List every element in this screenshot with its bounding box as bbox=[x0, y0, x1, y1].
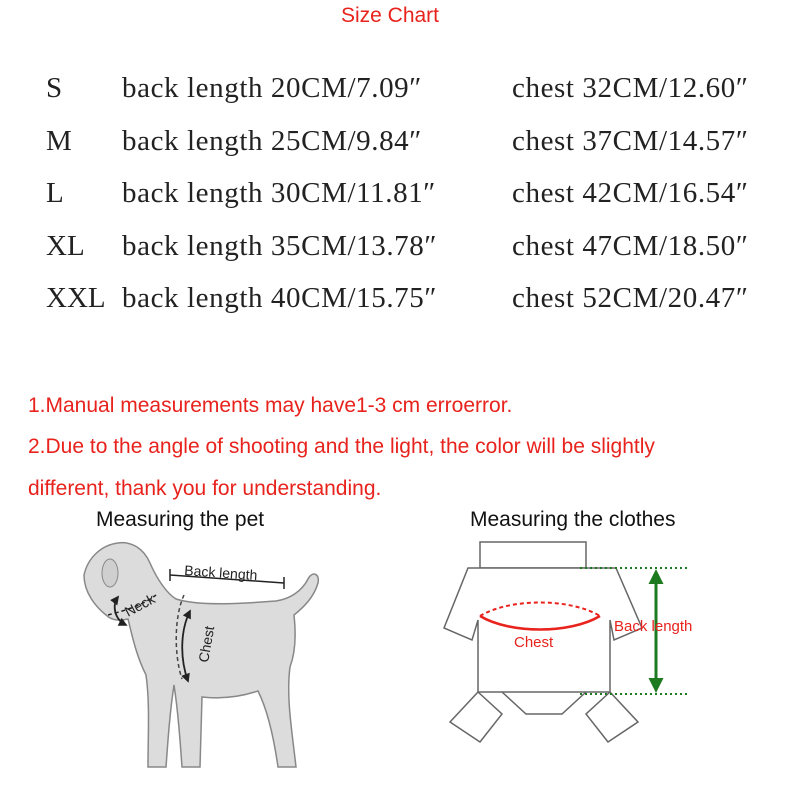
size-label: S bbox=[46, 72, 63, 104]
dog-ear bbox=[102, 559, 118, 587]
size-row-s bbox=[46, 72, 786, 125]
clothes-back-length-label: Back length bbox=[614, 618, 693, 635]
size-row-l bbox=[46, 177, 786, 230]
back-length-value: back length 25CM/9.84″ bbox=[122, 124, 422, 157]
clothes-diagram-heading: Measuring the clothes bbox=[470, 508, 676, 531]
back-length-value: back length 35CM/13.78″ bbox=[122, 229, 438, 262]
size-label: XL bbox=[46, 229, 85, 262]
pet-measuring-diagram bbox=[70, 535, 330, 795]
size-row-xxl bbox=[46, 282, 786, 335]
chest-label: Chest bbox=[195, 624, 218, 664]
size-label: M bbox=[46, 124, 72, 157]
size-row-m bbox=[46, 125, 786, 178]
chest-value: chest 42CM/16.54″ bbox=[512, 177, 749, 209]
clothes-collar bbox=[480, 542, 586, 568]
size-table bbox=[46, 72, 786, 335]
chest-value: chest 47CM/18.50″ bbox=[512, 229, 749, 262]
note-color-difference-cont: different, thank you for understanding. bbox=[28, 477, 382, 500]
chest-value: chest 37CM/14.57″ bbox=[512, 124, 749, 157]
back-length-label: Back length bbox=[183, 562, 258, 584]
clothes-leg-left bbox=[450, 692, 502, 742]
chest-value: chest 52CM/20.47″ bbox=[512, 282, 749, 314]
back-length-value: back length 20CM/7.09″ bbox=[122, 72, 422, 104]
clothes-chest-label: Chest bbox=[514, 634, 554, 651]
back-length-value: back length 30CM/11.81″ bbox=[122, 177, 436, 209]
pet-diagram-heading: Measuring the pet bbox=[96, 508, 265, 531]
clothes-hem bbox=[502, 692, 586, 714]
size-row-xl bbox=[46, 230, 786, 283]
clothes-measuring-diagram bbox=[430, 532, 730, 757]
note-color-difference: 2.Due to the angle of shooting and the light, the color will be slightly bbox=[28, 435, 655, 458]
note-measurement-error: 1.Manual measurements may have1-3 cm erroerror. bbox=[28, 394, 513, 417]
back-length-value: back length 40CM/15.75″ bbox=[122, 282, 438, 314]
size-label: XXL bbox=[46, 282, 106, 314]
neck-label: Neck bbox=[121, 590, 158, 620]
clothes-leg-right bbox=[586, 692, 638, 742]
size-label: L bbox=[46, 177, 64, 209]
chest-value: chest 32CM/12.60″ bbox=[512, 72, 749, 104]
size-chart-title: Size Chart bbox=[340, 4, 440, 27]
